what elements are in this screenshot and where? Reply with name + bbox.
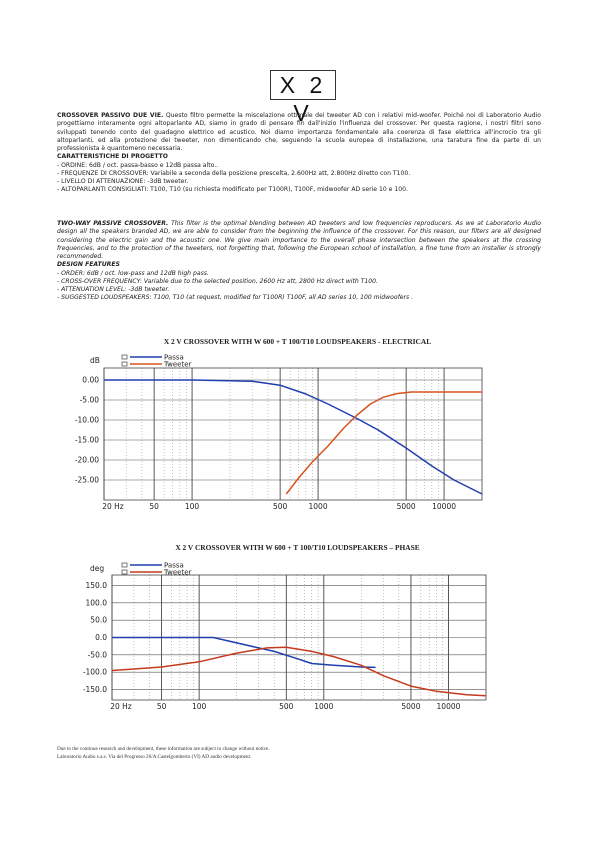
y-tick-label: 0.0 [95, 633, 107, 642]
english-intro [57, 220, 541, 261]
legend-marker [122, 563, 127, 567]
footer-notice: Due to the continue research and development, these information are subject to change without notice. [57, 746, 270, 752]
series-line [104, 380, 482, 494]
y-axis-label: dB [90, 356, 100, 365]
english-features-title: DESIGN FEATURES [57, 261, 120, 269]
x-tick-label: 20 Hz [102, 502, 124, 511]
x-tick-label: 500 [279, 702, 294, 711]
electrical-response-chart [74, 350, 488, 512]
y-axis-label: deg [90, 564, 105, 573]
italian-heading: CROSSOVER PASSIVO DUE VIE. [57, 112, 164, 119]
x-tick-label: 100 [184, 502, 200, 511]
y-tick-label: -25.00 [74, 475, 99, 485]
y-tick-label: 0.00 [82, 375, 99, 385]
y-tick-label: 50.0 [90, 615, 107, 625]
phase-chart-title: X 2 V CROSSOVER WITH W 600 + T 100/T10 LOUDSPEAKERS – PHASE [175, 543, 420, 552]
english-feature: - CROSS-OVER FREQUENCY: Variable due to the selected position, 2600 Hz att, 2800 Hz direct with T100. [57, 277, 378, 285]
english-body: This filter is the optimal blending between AD tweeters and low frequencies reproducers. As we at Laboratorio Audio design all the speakers branded AD, we are able to consider from the beginning the influence of the crossover. For this reason, our filters are all designed considering the electric gain and the acoustic one. We give main importance to the overall phase intersection between the speakers at the crossing frequencies, and to the protection of the tweeters, not forgetting that, following the European school of installation, a fine tune from an installer is strongly recommended. [57, 220, 541, 260]
italian-feature: - ORDINE: 6dB / oct. passa-basso e 12dB passa alto.. [57, 161, 219, 169]
x-tick-label: 50 [149, 502, 159, 511]
legend-label: Passa [164, 561, 184, 570]
x-tick-label: 20 Hz [110, 702, 132, 711]
italian-body: Questo filtro permette la miscelazione ottimale dei tweeter AD con i relativi mid-woofer. Poiché noi di Laboratorio Audio progettiamo interamente ogni altoparlante AD, siamo in grado di pensare fin dall'inizio l'influenza del crossover. Per questa ragione, i nostri filtri sono sviluppati tenendo conto del guadagno elettrico ed acustico. Noi diamo importanza fondamentale alla coerenza di fase elettrica all'incrocio tra gli altoparlanti, ed alla protezione dei tweeter, non dimenticando che, seguendo la scuola europea di installazione, una taratura fine da parte di un professionista è quantomeno necessaria. [57, 112, 541, 152]
english-section [57, 220, 541, 303]
product-logo: X 2 V [270, 70, 336, 100]
y-tick-label: -150.0 [82, 685, 107, 695]
x-tick-label: 10000 [436, 702, 461, 711]
italian-feature: - ALTOPARLANTI CONSIGLIATI: T100, T10 (su richiesta modificato per T100R), T100F, midwoofer AD serie 10 e 100. [57, 186, 408, 194]
y-tick-label: -20.00 [74, 455, 99, 465]
legend-marker [122, 570, 127, 574]
italian-feature: - FREQUENZE DI CROSSOVER: Variabile a seconda della posizione prescelta, 2.600Hz att, 2.800Hz diretto con T100. [57, 169, 411, 177]
legend-label: Tweeter [164, 360, 192, 369]
x-tick-label: 10000 [432, 502, 456, 511]
english-heading: TWO-WAY PASSIVE CROSSOVER. [57, 220, 169, 227]
legend-marker [122, 355, 127, 359]
english-feature: - SUGGESTED LOUDSPEAKERS: T100, T10 (at request, modified for T100R) T100F, all AD series 10, 100 midwoofers . [57, 294, 414, 302]
legend-label: Tweeter [164, 568, 192, 577]
y-tick-label: 150.0 [85, 580, 107, 590]
y-tick-label: -10.00 [74, 415, 99, 425]
phase-response-chart [82, 558, 488, 710]
italian-features-title: CARATTERISTICHE DI PROGETTO [57, 153, 168, 161]
x-tick-label: 500 [272, 502, 288, 511]
y-tick-label: -15.00 [74, 435, 99, 445]
x-tick-label: 1000 [308, 502, 328, 511]
x-tick-label: 1000 [314, 702, 334, 711]
footer-address: Laboratorio Audio s.a.s. Via del Progresso 26/A Castelgomberto (VI) AD audio development. [57, 753, 252, 760]
italian-section [57, 112, 541, 195]
y-tick-label: 100.0 [85, 598, 107, 608]
english-feature: - ATTENUATION LEVEL: -3dB tweeter. [57, 286, 170, 293]
legend-label: Passa [164, 353, 184, 362]
english-feature: - ORDER: 6dB / oct. low-pass and 12dB high pass. [57, 269, 209, 277]
y-tick-label: -100.0 [82, 667, 107, 677]
y-tick-label: -50.0 [87, 650, 107, 660]
footer [57, 746, 557, 761]
x-tick-label: 5000 [396, 502, 416, 511]
x-tick-label: 5000 [401, 702, 421, 711]
italian-feature: - LIVELLO DI ATTENUAZIONE: -3dB tweeter. [57, 178, 189, 185]
electrical-chart-title: X 2 V CROSSOVER WITH W 600 + T 100/T10 LOUDSPEAKERS - ELECTRICAL [163, 337, 432, 346]
legend-marker [122, 362, 127, 366]
x-tick-label: 100 [191, 702, 207, 711]
series-line [112, 647, 486, 696]
italian-intro [57, 112, 541, 153]
x-tick-label: 50 [156, 702, 167, 711]
y-tick-label: -5.00 [79, 395, 99, 405]
